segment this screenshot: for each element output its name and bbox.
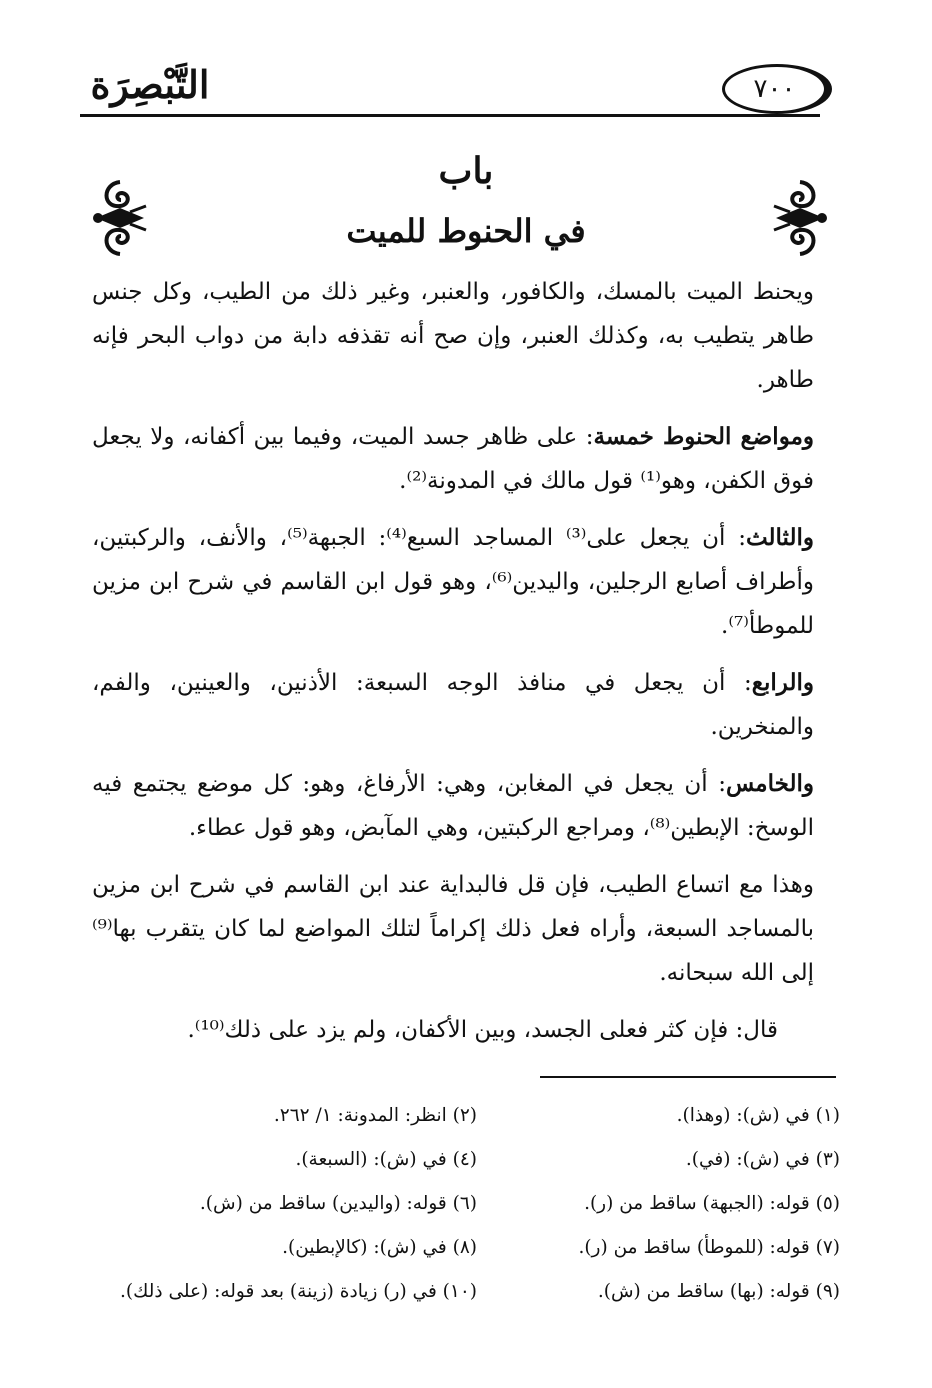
footnote: (٣) في (ش): (في). bbox=[685, 1149, 840, 1170]
footnote: (٤) في (ش): (السبعة). bbox=[295, 1149, 477, 1170]
paragraph: والخامس: أن يجعل في المغابن، وهي: الأرفاغ، وهو: كل موضع يجتمع فيه الوسخ: الإبطين⁽⁸⁾، ومراجع الركبتين، وهي المآبض، وهو قول عطاء. bbox=[92, 770, 814, 841]
paragraph: قال: فإن كثر فعلى الجسد، وبين الأكفان، ولم يزد على ذلك⁽¹⁰⁾. bbox=[187, 1017, 778, 1043]
footnote: (٥) قوله: (الجبهة) ساقط من (ر). bbox=[584, 1193, 840, 1214]
paragraph: ومواضع الحنوط خمسة: على ظاهر جسد الميت، وفيما بين أكفانه، ولا يجعل فوق الكفن، وهو⁽¹⁾ قول مالك في المدونة⁽²⁾. bbox=[92, 423, 815, 494]
page-number: ٧٠٠ bbox=[722, 64, 832, 114]
body-text bbox=[92, 270, 814, 1065]
footnote: (١) في (ش): (وهذا). bbox=[676, 1105, 840, 1126]
paragraph: وهذا مع اتساع الطيب، فإن قل فالبداية عند ابن القاسم في شرح ابن مزين بالمساجد السبعة، وأراه فعل ذلك إكراماً لتلك المواضع لما كان يتقرب بها⁽⁹⁾ إلى الله سبحانه. bbox=[92, 872, 814, 986]
footnote: (٨) في (ش): (كالإبطين). bbox=[282, 1237, 477, 1258]
footnote: (٧) قوله: (للموطأ) ساقط من (ر). bbox=[578, 1237, 840, 1258]
footnote: (٩) قوله: (بها) ساقط من (ش). bbox=[597, 1281, 840, 1302]
footnote: (١٠) في (ر) زيادة (زينة) بعد قوله: (على ذلك). bbox=[120, 1281, 477, 1302]
chapter-label: باب bbox=[438, 150, 494, 192]
running-title: التَّبْصِرَة bbox=[90, 62, 210, 107]
footnote: (٦) قوله: (واليدين) ساقط من (ش). bbox=[199, 1193, 477, 1214]
footnote-separator bbox=[540, 1076, 836, 1078]
chapter-title: في الحنوط للميت bbox=[346, 212, 586, 250]
paragraph: والثالث: أن يجعل على⁽³⁾ المساجد السبع⁽⁴⁾: الجبهة⁽⁵⁾، والأنف، والركبتين، وأطراف أصابع الرجلين، واليدين⁽⁶⁾، وهو قول ابن القاسم في شرح ابن مزين للموطأ⁽⁷⁾. bbox=[92, 524, 814, 639]
footnote: (٢) انظر: المدونة: ١/ ٢٦٢. bbox=[273, 1105, 477, 1126]
footnotes bbox=[120, 1102, 840, 1306]
paragraph: ويحنط الميت بالمسك، والكافور، والعنبر، وغير ذلك من الطيب، وكل جنس طاهر يتطيب به، وكذلك العنبر، وإن صح أنه تقذفه دابة من دواب البحر فإنه طاهر. bbox=[92, 279, 814, 393]
paragraph: والرابع: أن يجعل في منافذ الوجه السبعة: الأذنين، والعينين، والفم، والمنخرين. bbox=[92, 669, 814, 740]
header-rule bbox=[80, 114, 820, 117]
